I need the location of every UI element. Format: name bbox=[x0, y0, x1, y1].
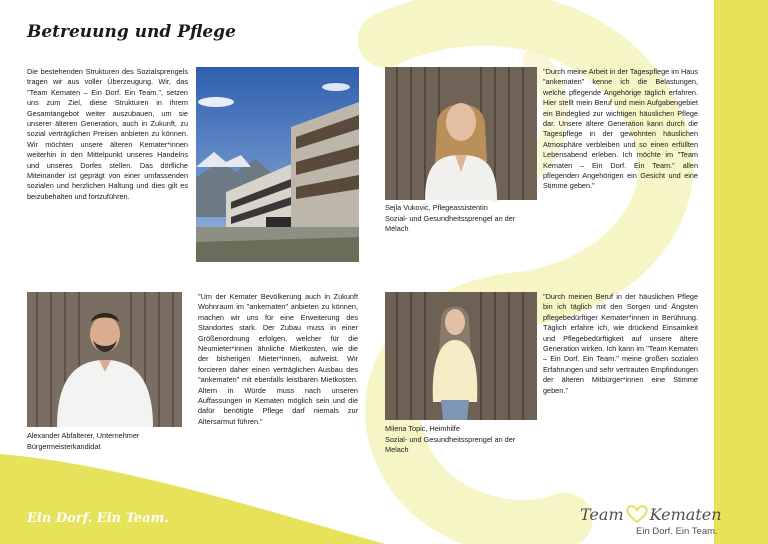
sejla-quote-text: "Durch meine Arbeit in der Tagespflege im Haus "ankematen" kenne ich die Belastungen, welche pflegende Angehörige täglich erfahren. Hier stellt mein Beruf und mein Aufgabengebiet ein Bindeglied zur wichtigen häuslichen Pflege dar. Unsere ältere Generation kann durch die Tagespflege in der gewohnten häuslichen Atmosphäre verbleiben und so einen erfüllten Lebensabend erleben. Ich möchte im "Team Kematen – Ein Dorf. Ein Team." allen pflegenden Angehörigen ein Gesicht und eine Stimme geben." bbox=[543, 67, 698, 191]
milena-quote bbox=[543, 292, 698, 396]
alexander-caption-line-2: Bürgermeisterkandidat bbox=[27, 441, 101, 451]
building-photo bbox=[196, 67, 359, 262]
team-kematen-logo bbox=[580, 505, 720, 541]
milena-caption-line-1: Milena Topic, Heimhilfe bbox=[385, 424, 460, 433]
alexander-caption-line-1: Alexander Abfalterer, Unternehmer bbox=[27, 431, 140, 440]
page-title: Betreuung und Pflege bbox=[27, 22, 236, 42]
heart-icon bbox=[626, 505, 648, 523]
sejla-caption bbox=[385, 203, 545, 235]
logo-wordmark bbox=[580, 505, 722, 524]
sejla-caption-line-1: Sejla Vukovic, Pflegeassistentin bbox=[385, 203, 488, 212]
alexander-quote bbox=[198, 292, 358, 427]
alexander-quote-text: "Um der Kemater Bevölkerung auch in Zukunft Wohnraum im "ankematen" anbieten zu können, machen wir uns für eine Erweiterung des Standortes stark. Der Zubau muss in einer Größenordnung erfolgen, welcher für die Neumieter*innen ähnliche Mietkosten, wie die der bisherigen Mieter*innen, aufweist. Wir forcieren daher einen verträglichen Ausbau des "ankematen" mit ebenfalls leistbaren Mietkosten. Altern in Würde muss nach unseren Auffassungen in Kematen möglich sein und die dafür benötigte Pflege darf niemals zur Altersarmut führen." bbox=[198, 292, 358, 426]
milena-photo bbox=[385, 292, 537, 420]
milena-quote-text: "Durch meinen Beruf in der häuslichen Pflege bin ich täglich mit den Sorgen und Ängsten pflegebedürftiger Kemater*innen in Berührung. Täglich erfahre ich, wie drückend Einsamkeit und Pflegebedürftigkeit auf unsere ältere Generation wirken. Ich kann im "Team Kematen – Ein Dorf. Ein Team." meine großen sozialen Erfahrungen und sehr vertrauten Empfindungen der älteren Mitbürger*innen eine Stimme geben." bbox=[543, 292, 698, 395]
alexander-photo bbox=[27, 292, 182, 427]
logo-subtitle: Ein Dorf. Ein Team. bbox=[636, 526, 718, 537]
milena-caption-line-2: Sozial- und Gesundheitssprengel an der bbox=[385, 434, 516, 444]
milena-caption-line-3: Melach bbox=[385, 445, 409, 454]
logo-text-right: Kematen bbox=[649, 505, 722, 524]
sejla-quote bbox=[543, 67, 698, 192]
sejla-caption-line-2: Sozial- und Gesundheitssprengel an der bbox=[385, 213, 516, 223]
intro-paragraph bbox=[27, 67, 188, 202]
milena-caption bbox=[385, 424, 545, 456]
intro-text: Die bestehenden Strukturen des Sozialsprengels tragen wir aus voller Überzeugung. Wir, das "Team Kematen – Ein Dorf. Ein Team.", setzen uns zum Ziel, diese Strukturen in ihrem Gesamtangebot weiter auszubauen, um sie unserer älteren Generation, auch in Zukunft, zu sozial verträglichen Preisen anbieten zu können. Wir möchten unsere älteren Kemater*innen weiterhin in den Mittelpunkt unseres Handelns und unseres Dorfes stellen. Das dörfliche Miteinander ist geprägt von einer umfassenden sozialen und herzlichen Haltung und dies gilt es beizubehalten und fortzuführen. bbox=[27, 67, 188, 201]
sejla-photo bbox=[385, 67, 537, 200]
alexander-caption bbox=[27, 431, 202, 452]
footer-slogan: Ein Dorf. Ein Team. bbox=[27, 511, 169, 526]
logo-text-left: Team bbox=[580, 505, 624, 524]
sejla-caption-line-3: Melach bbox=[385, 224, 409, 233]
